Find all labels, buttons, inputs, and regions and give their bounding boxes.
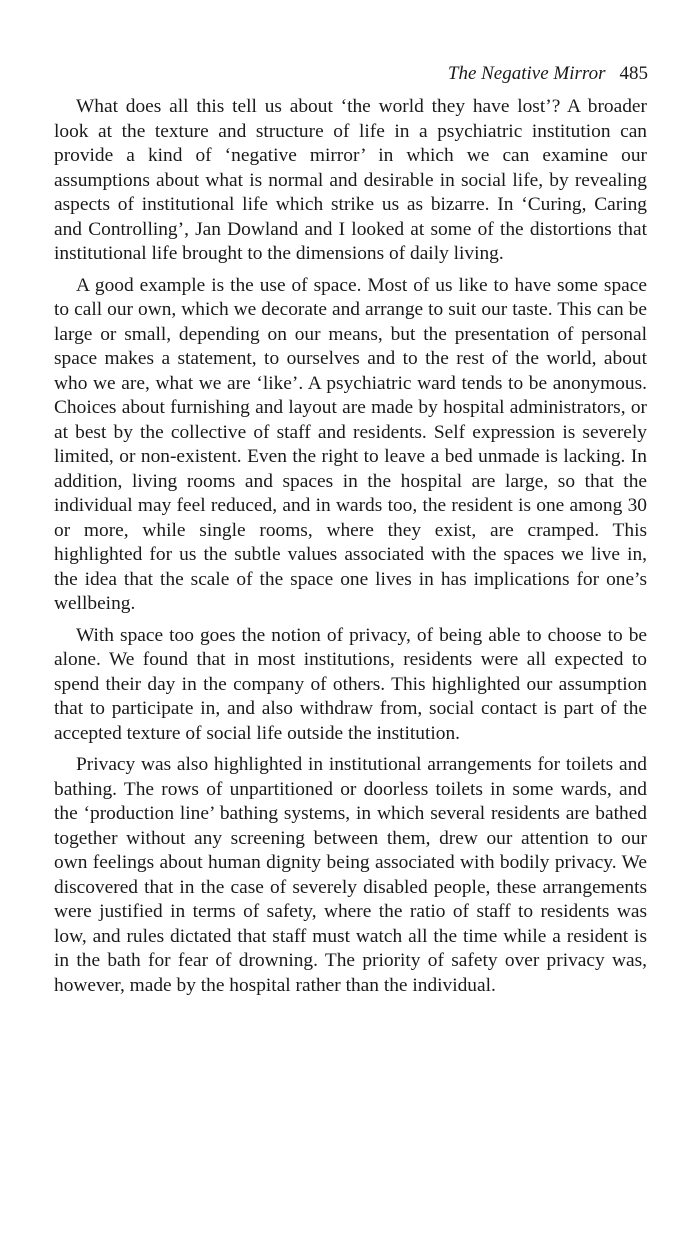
page-number: 485 <box>619 63 648 84</box>
paragraph-1: What does all this tell us about ‘the world they have lost’? A broader look at the texture and structure of life in a psychiatric institution can provide a kind of ‘negative mirror’ in which we can examine our assumptions about what is normal and desirable in social life, by revealing aspects of institutional life which strike us as bizarre. In ‘Curing, Caring and Controlling’, Jan Dowland and I looked at some of the distortions that institutional life brought to the dimensions of daily living. <box>54 96 647 264</box>
running-title: The Negative Mirror <box>447 63 606 84</box>
paragraph-3: With space too goes the notion of privacy, of being able to choose to be alone. We found that in most institutions, residents were all expected to spend their day in the company of others. This highlighted our assumption that to participate in, and also withdraw from, social contact is part of the accepted texture of social life outside the institution. <box>54 624 647 744</box>
running-header <box>448 62 648 86</box>
body-text <box>54 95 647 1005</box>
paragraph-2: A good example is the use of space. Most of us like to have some space to call our own, which we decorate and arrange to suit our taste. This can be large or small, depending on our means, but the presentation of personal space makes a statement, to ourselves and to the rest of the world, about who we are, what we are ‘like’. A psychiatric ward tends to be anonymous. Choices about furnishing and layout are made by hospital administrators, or at best by the collective of staff and residents. Self expression is severely limited, or non-existent. Even the right to leave a bed unmade is lacking. In addition, living rooms and spaces in the hospital are large, so that the individual may feel reduced, and in wards too, the resident is one among 30 or more, while single rooms, where they exist, are cramped. This highlighted for us the subtle values associated with the spaces we live in, the idea that the scale of the space one lives in has implications for one’s wellbeing. <box>54 274 647 614</box>
paragraph-4: Privacy was also highlighted in institutional arrangements for toilets and bathing. The rows of unpartitioned or doorless toilets in some wards, and the ‘production line’ bathing systems, in which several residents are bathed together without any screening between them, drew our attention to our own feelings about human dignity being associated with bodily privacy. We discovered that in the case of severely disabled people, these arrangements were justified in terms of safety, where the ratio of staff to residents was low, and rules dictated that staff must watch all the time while a resident is in the bath for fear of drowning. The priority of safety over privacy was, however, made by the hospital rather than the individual. <box>54 754 647 996</box>
